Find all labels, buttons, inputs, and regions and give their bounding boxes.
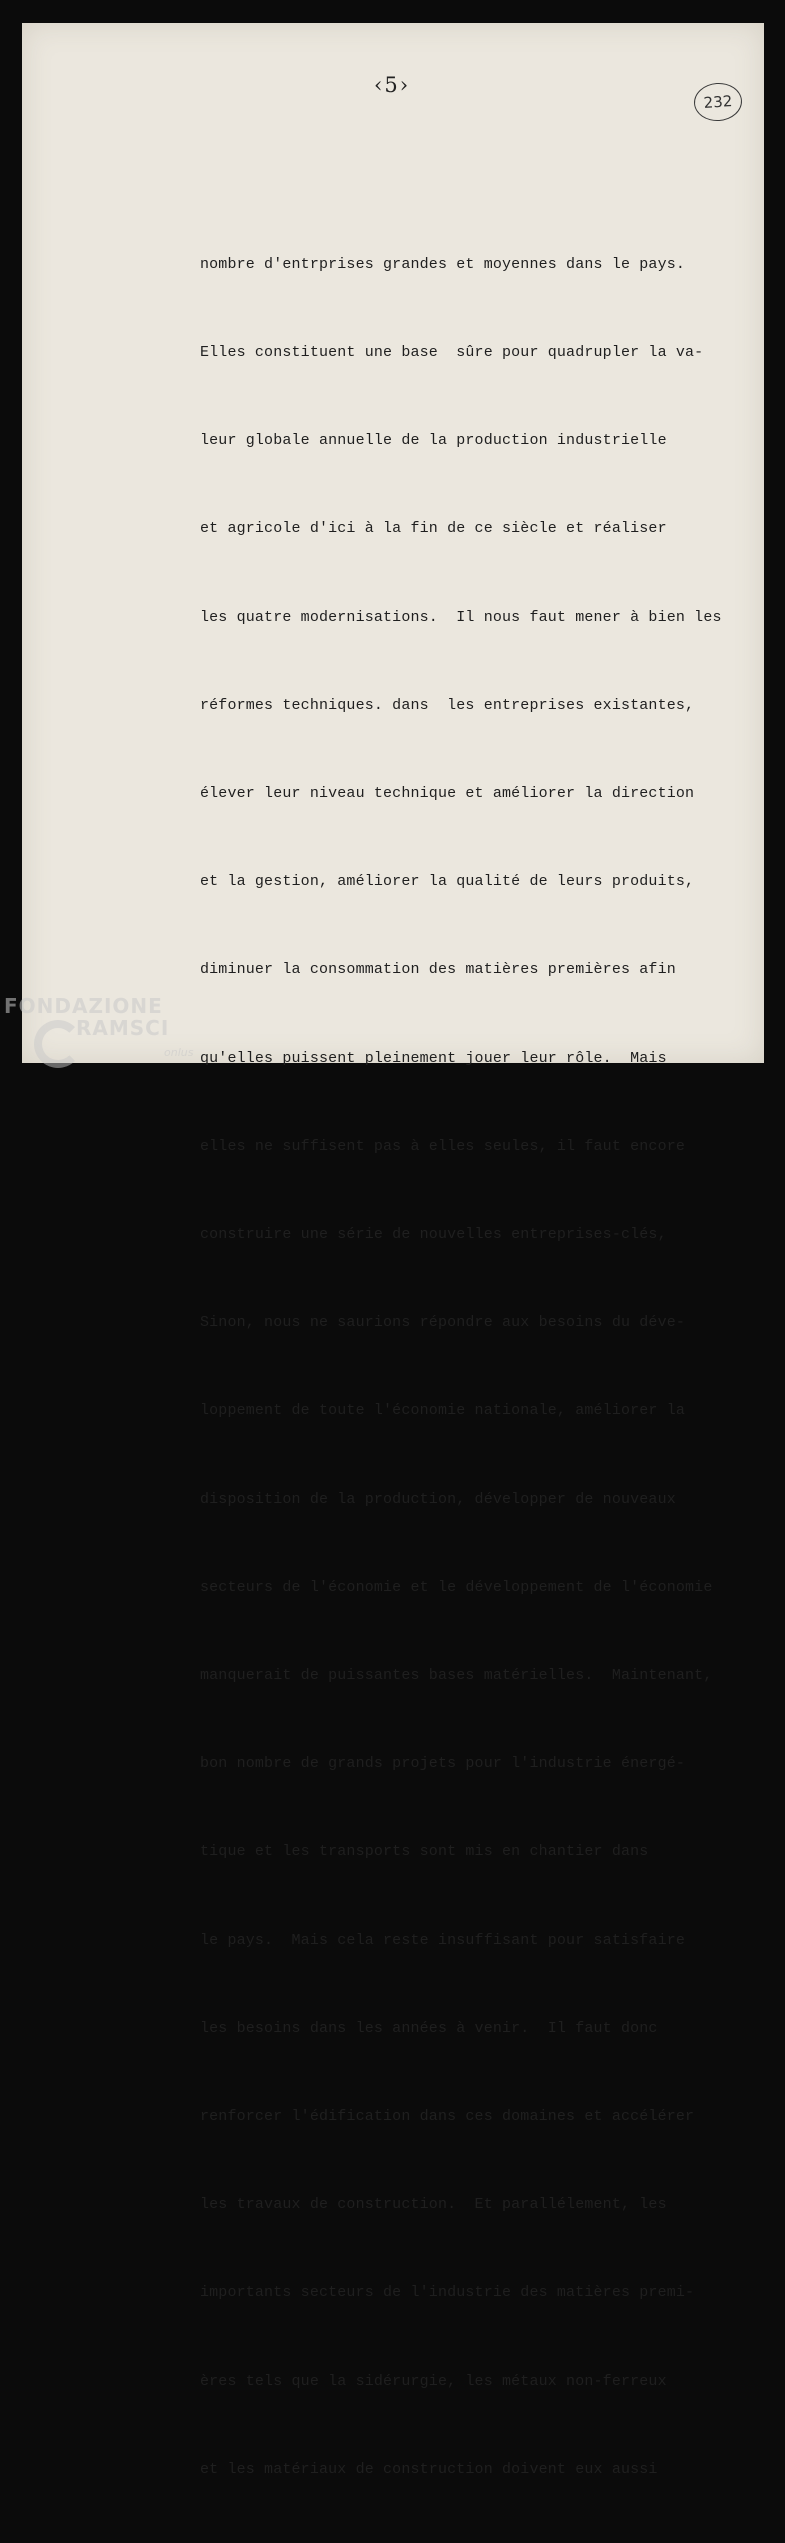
- text-line: et les matériaux de construction doivent eux aussi: [200, 2460, 658, 2478]
- text-line: les travaux de construction. Et parallélement, les: [200, 2196, 667, 2214]
- text-line: qu'elles puissent pleinement jouer leur rôle. Mais: [200, 1049, 667, 1067]
- text-line: disposition de la production, développer de nouveaux: [200, 1490, 676, 1508]
- text-line: elles ne suffisent pas à elles seules, il faut encore: [200, 1137, 686, 1155]
- text-line: Elles constituent une base sûre pour quadrupler la va-: [200, 344, 704, 362]
- text-line: le pays. Mais cela reste insuffisant pour satisfaire: [200, 1931, 686, 1949]
- text-line: tique et les transports sont mis en chantier dans: [200, 1843, 649, 1861]
- page-number: ‹5›: [374, 73, 411, 97]
- text-line: et agricole d'ici à la fin de ce siècle et réaliser: [200, 520, 667, 538]
- watermark-line-3: onlus: [164, 1046, 194, 1059]
- text-line: secteurs de l'économie et le développement de l'économie: [200, 1578, 713, 1596]
- text-line: leur globale annuelle de la production industrielle: [200, 432, 667, 450]
- text-line: Sinon, nous ne saurions répondre aux besoins du déve-: [200, 1314, 686, 1332]
- text-line: réformes techniques. dans les entreprises existantes,: [200, 696, 695, 714]
- text-line: construire une série de nouvelles entreprises-clés,: [200, 1226, 667, 1244]
- archive-stamp: 232: [693, 81, 744, 122]
- text-line: les quatre modernisations. Il nous faut mener à bien les: [200, 608, 722, 626]
- document-page: [22, 23, 764, 2478]
- text-line: diminuer la consommation des matières premières afin: [200, 961, 676, 979]
- watermark-line-2: RAMSCI: [76, 1016, 170, 1040]
- text-line: importants secteurs de l'industrie des matières premi-: [200, 2284, 695, 2302]
- fondazione-gramsci-watermark: [4, 994, 204, 1074]
- gramsci-g-logo-icon: [34, 1020, 82, 1068]
- watermark-line-1: FONDAZIONE: [4, 994, 163, 1018]
- text-line: et la gestion, améliorer la qualité de leurs produits,: [200, 873, 695, 891]
- text-line: ères tels que la sidérurgie, les métaux non-ferreux: [200, 2372, 667, 2390]
- text-line: les besoins dans les années à venir. Il faut donc: [200, 2019, 658, 2037]
- text-line: nombre d'entrprises grandes et moyennes dans le pays.: [200, 255, 686, 273]
- text-line: élever leur niveau technique et améliorer la direction: [200, 785, 695, 803]
- typed-body-text: [200, 191, 770, 2543]
- text-line: loppement de toute l'économie nationale, améliorer la: [200, 1402, 686, 1420]
- text-line: manquerait de puissantes bases matérielles. Maintenant,: [200, 1667, 713, 1685]
- text-line: bon nombre de grands projets pour l'industrie énergé-: [200, 1755, 686, 1773]
- text-line: renforcer l'édification dans ces domaines et accélérer: [200, 2108, 695, 2126]
